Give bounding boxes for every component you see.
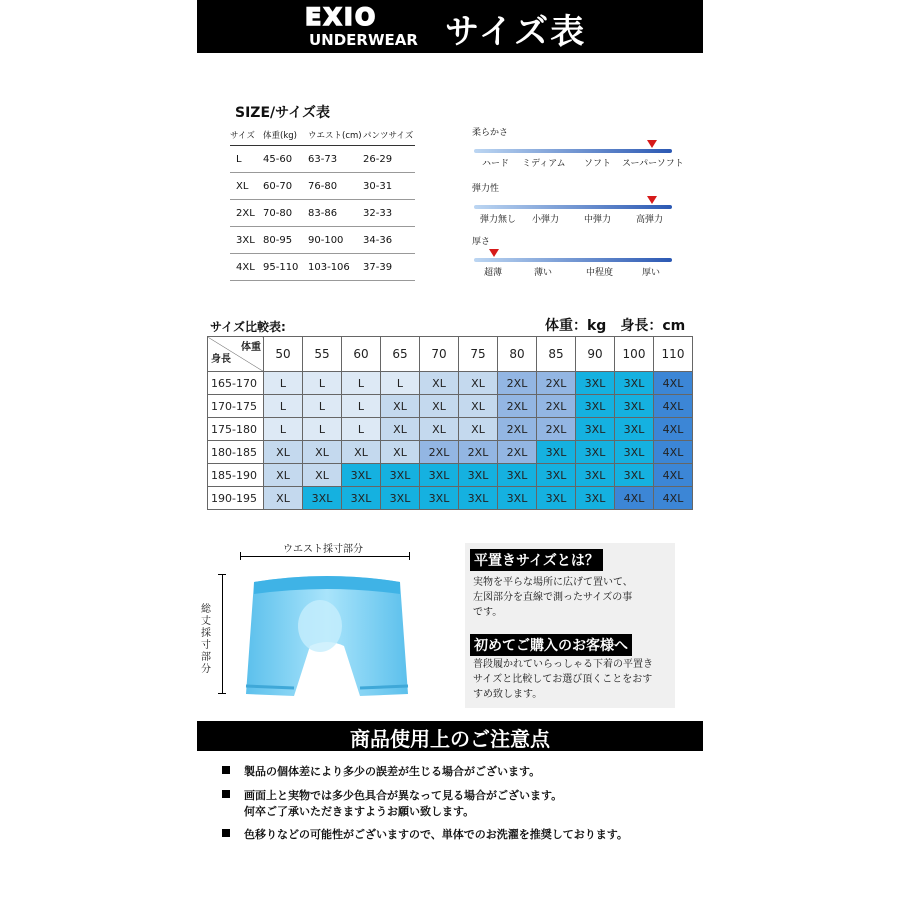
size-chart-header: サイズ: [230, 129, 263, 146]
size-cell: 3XL: [615, 464, 654, 487]
size-chart-cell: 32-33: [363, 200, 415, 227]
size-chart-header: ウエスト(cm): [308, 129, 363, 146]
size-cell: XL: [381, 418, 420, 441]
size-cell: 3XL: [615, 441, 654, 464]
size-chart-cell: 30-31: [363, 173, 415, 200]
property-label: 柔らかさ: [472, 128, 509, 138]
property-tick-label: 中程度: [586, 268, 614, 278]
size-cell: 3XL: [576, 487, 615, 510]
size-chart-cell: XL: [230, 173, 263, 200]
weight-header: 85: [537, 337, 576, 372]
size-chart-row: [230, 146, 415, 173]
weight-header: 65: [381, 337, 420, 372]
size-chart-cell: 3XL: [230, 227, 263, 254]
flat-size-line: 実物を平らな場所に広げて置いて、: [473, 577, 633, 588]
comparison-units: 体重：kg 身長：cm: [545, 318, 686, 334]
size-cell: XL: [342, 441, 381, 464]
size-chart-cell: 76-80: [308, 173, 363, 200]
notice-text: 画面上と実物では多少色具合が異なって見る場合がございます。: [244, 789, 563, 802]
size-cell: 3XL: [498, 487, 537, 510]
property-tick-label: 中弾力: [584, 215, 612, 225]
property-tick-label: ミディアム: [522, 159, 566, 169]
size-chart-header: パンツサイズ: [363, 129, 415, 146]
weight-header: 50: [264, 337, 303, 372]
bullet-square-icon: [222, 829, 230, 837]
notice-text: 製品の個体差により多少の誤差が生じる場合がございます。: [244, 765, 541, 778]
size-cell: 2XL: [498, 372, 537, 395]
weight-header: 55: [303, 337, 342, 372]
property-scale-bar: [474, 149, 672, 153]
size-chart-cell: 26-29: [363, 146, 415, 173]
comparison-row: [208, 372, 693, 395]
height-header: 185-190: [208, 464, 264, 487]
size-cell: 3XL: [537, 441, 576, 464]
size-cell: L: [303, 372, 342, 395]
size-cell: L: [342, 395, 381, 418]
property-tick-label: 薄い: [534, 268, 553, 278]
size-cell: 3XL: [498, 464, 537, 487]
size-cell: L: [264, 372, 303, 395]
size-chart-cell: 83-86: [308, 200, 363, 227]
size-cell: XL: [420, 372, 459, 395]
size-cell: XL: [459, 395, 498, 418]
property-tick-label: ソフト: [584, 159, 612, 169]
property-label: 厚さ: [472, 237, 491, 247]
size-chart-title: SIZE/サイズ表: [235, 105, 330, 121]
height-header: 190-195: [208, 487, 264, 510]
size-cell: L: [264, 418, 303, 441]
weight-header: 90: [576, 337, 615, 372]
notice-banner: [197, 721, 703, 751]
size-cell: XL: [264, 487, 303, 510]
size-chart-header: 体重(kg): [263, 129, 308, 146]
waist-measure-label: ウエスト採寸部分: [283, 544, 363, 555]
info-panel: [465, 543, 675, 708]
size-cell: 3XL: [420, 487, 459, 510]
notice-title: 商品使用上のご注意点: [350, 727, 550, 751]
size-cell: XL: [459, 372, 498, 395]
comparison-title: サイズ比較表:: [210, 320, 286, 334]
flat-size-text: [473, 575, 633, 620]
height-header: 165-170: [208, 372, 264, 395]
size-cell: 3XL: [615, 372, 654, 395]
size-cell: 4XL: [654, 441, 693, 464]
boxer-brief-image: [232, 568, 422, 703]
size-chart-cell: 37-39: [363, 254, 415, 281]
size-cell: 3XL: [459, 464, 498, 487]
comparison-header-row: [208, 337, 693, 372]
size-chart-cell: 2XL: [230, 200, 263, 227]
size-cell: XL: [459, 418, 498, 441]
comparison-row: [208, 487, 693, 510]
size-cell: 4XL: [615, 487, 654, 510]
length-measure-line: [218, 574, 226, 694]
size-chart-cell: 80-95: [263, 227, 308, 254]
level-marker-icon: [647, 196, 657, 204]
comparison-corner: [208, 337, 264, 372]
size-cell: 2XL: [537, 372, 576, 395]
flat-size-heading: 平置きサイズとは？: [470, 549, 603, 571]
length-measure-label: 総丈採寸部分: [201, 604, 211, 675]
size-cell: 3XL: [615, 395, 654, 418]
size-chart-row: [230, 227, 415, 254]
size-chart-cell: 45-60: [263, 146, 308, 173]
first-purchase-line: 普段履かれていらっしゃる下着の平置き: [473, 659, 653, 670]
size-cell: XL: [381, 441, 420, 464]
bullet-square-icon: [222, 790, 230, 798]
notice-item: [222, 827, 628, 843]
size-cell: 3XL: [576, 441, 615, 464]
weight-header: 80: [498, 337, 537, 372]
flat-size-line: 左図部分を直線で測ったサイズの事: [473, 592, 633, 603]
size-cell: XL: [264, 441, 303, 464]
size-cell: XL: [420, 395, 459, 418]
size-cell: 2XL: [537, 418, 576, 441]
size-cell: 2XL: [498, 418, 537, 441]
size-cell: 3XL: [537, 464, 576, 487]
size-chart-cell: 63-73: [308, 146, 363, 173]
size-chart-row: [230, 200, 415, 227]
level-marker-icon: [489, 249, 499, 257]
property-tick-label: 弾力無し: [480, 215, 517, 225]
comparison-row: [208, 464, 693, 487]
size-cell: 2XL: [498, 395, 537, 418]
first-purchase-text: [473, 657, 653, 702]
size-cell: 3XL: [576, 418, 615, 441]
size-chart-cell: 34-36: [363, 227, 415, 254]
size-chart-cell: 90-100: [308, 227, 363, 254]
size-cell: 3XL: [381, 487, 420, 510]
notice-text: 色移りなどの可能性がございますので、単体でのお洗濯を推奨しております。: [244, 828, 628, 841]
size-chart-row: [230, 173, 415, 200]
size-chart-cell: 60-70: [263, 173, 308, 200]
size-chart-cell: 70-80: [263, 200, 308, 227]
page-title: サイズ表: [445, 12, 587, 52]
property-tick-label: ハード: [482, 159, 510, 169]
size-cell: 4XL: [654, 395, 693, 418]
weight-header: 70: [420, 337, 459, 372]
comparison-row: [208, 441, 693, 464]
logo-sub-text: UNDERWEAR: [309, 31, 418, 49]
size-cell: 3XL: [420, 464, 459, 487]
comparison-table: [207, 336, 693, 510]
size-cell: XL: [381, 395, 420, 418]
weight-header: 110: [654, 337, 693, 372]
size-cell: L: [342, 418, 381, 441]
property-tick-label: 厚い: [642, 268, 661, 278]
property-label: 弾力性: [472, 184, 500, 194]
size-cell: L: [303, 418, 342, 441]
size-cell: 2XL: [498, 441, 537, 464]
size-cell: 3XL: [576, 395, 615, 418]
property-tick-label: 超薄: [484, 268, 503, 278]
property-tick-label: スーパーソフト: [622, 159, 684, 169]
header-banner: [197, 0, 703, 53]
comparison-row: [208, 418, 693, 441]
property-tick-label: 高弾力: [636, 215, 664, 225]
size-cell: 4XL: [654, 464, 693, 487]
size-cell: 3XL: [459, 487, 498, 510]
size-cell: L: [381, 372, 420, 395]
notice-item: [222, 788, 562, 820]
property-scale-bar: [474, 258, 672, 262]
notice-text: 何卒ご了承いただきますようお願い致します。: [244, 805, 475, 818]
size-cell: 2XL: [420, 441, 459, 464]
size-cell: 4XL: [654, 487, 693, 510]
weight-header: 75: [459, 337, 498, 372]
size-cell: XL: [303, 441, 342, 464]
size-cell: 3XL: [576, 464, 615, 487]
size-chart-cell: 4XL: [230, 254, 263, 281]
size-cell: 2XL: [459, 441, 498, 464]
weight-header: 60: [342, 337, 381, 372]
property-tick-label: 小弾力: [532, 215, 560, 225]
height-header: 180-185: [208, 441, 264, 464]
size-cell: 3XL: [381, 464, 420, 487]
size-cell: 3XL: [537, 487, 576, 510]
size-chart-cell: 103-106: [308, 254, 363, 281]
size-cell: 3XL: [303, 487, 342, 510]
flat-size-line: です。: [473, 607, 503, 618]
logo-brand-text: EXIO: [305, 3, 378, 31]
size-cell: 3XL: [342, 464, 381, 487]
height-header: 175-180: [208, 418, 264, 441]
weight-header: 100: [615, 337, 654, 372]
first-purchase-line: サイズと比較してお選び頂くことをおす: [473, 674, 653, 685]
size-cell: L: [303, 395, 342, 418]
corner-height-label: 身長: [211, 354, 231, 365]
property-scale-bar: [474, 205, 672, 209]
notice-item: [222, 764, 540, 780]
first-purchase-heading: 初めてご購入のお客様へ: [470, 634, 632, 656]
size-cell: 3XL: [576, 372, 615, 395]
size-chart-cell: 95-110: [263, 254, 308, 281]
size-cell: L: [342, 372, 381, 395]
height-header: 170-175: [208, 395, 264, 418]
size-chart-row: [230, 254, 415, 281]
size-cell: 3XL: [342, 487, 381, 510]
size-chart-cell: L: [230, 146, 263, 173]
size-cell: L: [264, 395, 303, 418]
size-cell: XL: [420, 418, 459, 441]
level-marker-icon: [647, 140, 657, 148]
bullet-square-icon: [222, 766, 230, 774]
size-cell: 2XL: [537, 395, 576, 418]
size-chart-table: [230, 129, 415, 281]
size-cell: XL: [303, 464, 342, 487]
waist-measure-line: [240, 552, 410, 560]
first-purchase-line: すめ致します。: [473, 689, 543, 700]
brand-logo: [237, 2, 437, 52]
size-cell: 3XL: [615, 418, 654, 441]
comparison-row: [208, 395, 693, 418]
corner-weight-label: 体重: [241, 342, 261, 353]
size-cell: 4XL: [654, 372, 693, 395]
size-cell: XL: [264, 464, 303, 487]
size-cell: 4XL: [654, 418, 693, 441]
